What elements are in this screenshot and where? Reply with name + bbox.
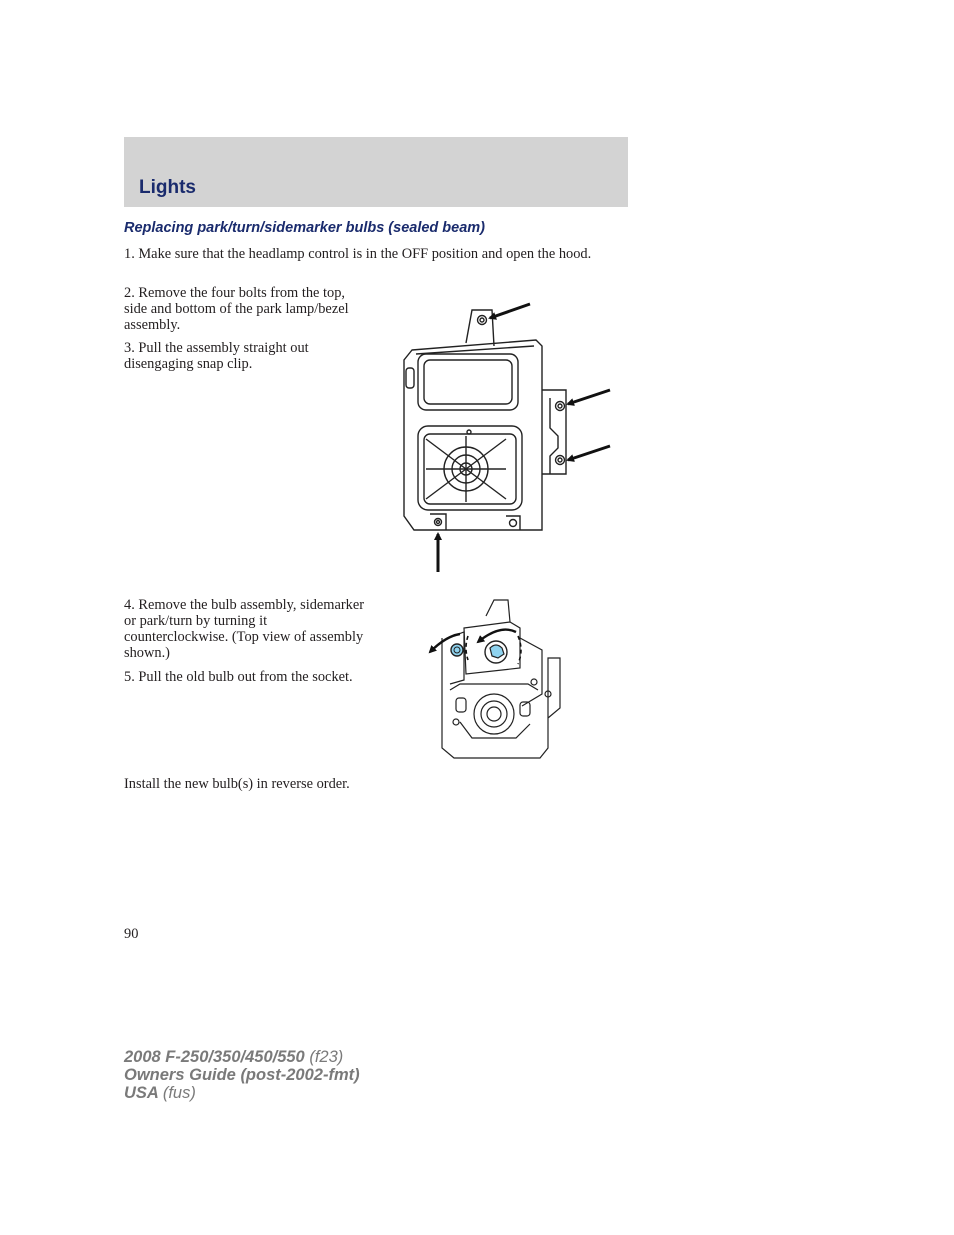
footer-model: 2008 F-250/350/450/550: [124, 1048, 305, 1066]
section-title: Lights: [139, 177, 196, 198]
step-5-text: 5. Pull the old bulb out from the socket.: [124, 669, 353, 685]
footer-market: USA: [124, 1084, 159, 1102]
page-number: 90: [124, 926, 139, 942]
step-1-text: 1. Make sure that the headlamp control is in the OFF position and open the hood.: [124, 246, 592, 262]
step-2-text: 2. Remove the four bolts from the top, side and bottom of the park lamp/bezel assembly.: [124, 285, 349, 333]
footer-line-3: [124, 1084, 524, 1102]
footer-market-code: (fus): [162, 1084, 196, 1102]
park-lamp-bezel-illustration: [396, 298, 616, 574]
install-note: Install the new bulb(s) in reverse order.: [124, 776, 350, 792]
section-header-band: [124, 137, 628, 207]
step-4-text: 4. Remove the bulb assembly, sidemarker or park/turn by turning it counterclockwise. (Top view of assembly shown.): [124, 597, 365, 661]
procedure-heading: Replacing park/turn/sidemarker bulbs (sealed beam): [124, 220, 486, 236]
footer-line-2: [124, 1066, 524, 1084]
footer-line-1: [124, 1048, 524, 1066]
document-footer: [124, 1048, 524, 1102]
footer-guide: Owners Guide (post-2002-fmt): [124, 1066, 360, 1084]
bulb-assembly-top-view-illustration: [420, 598, 568, 760]
step-3-text: 3. Pull the assembly straight out disengaging snap clip.: [124, 340, 309, 372]
footer-model-code: (f23): [309, 1048, 344, 1066]
